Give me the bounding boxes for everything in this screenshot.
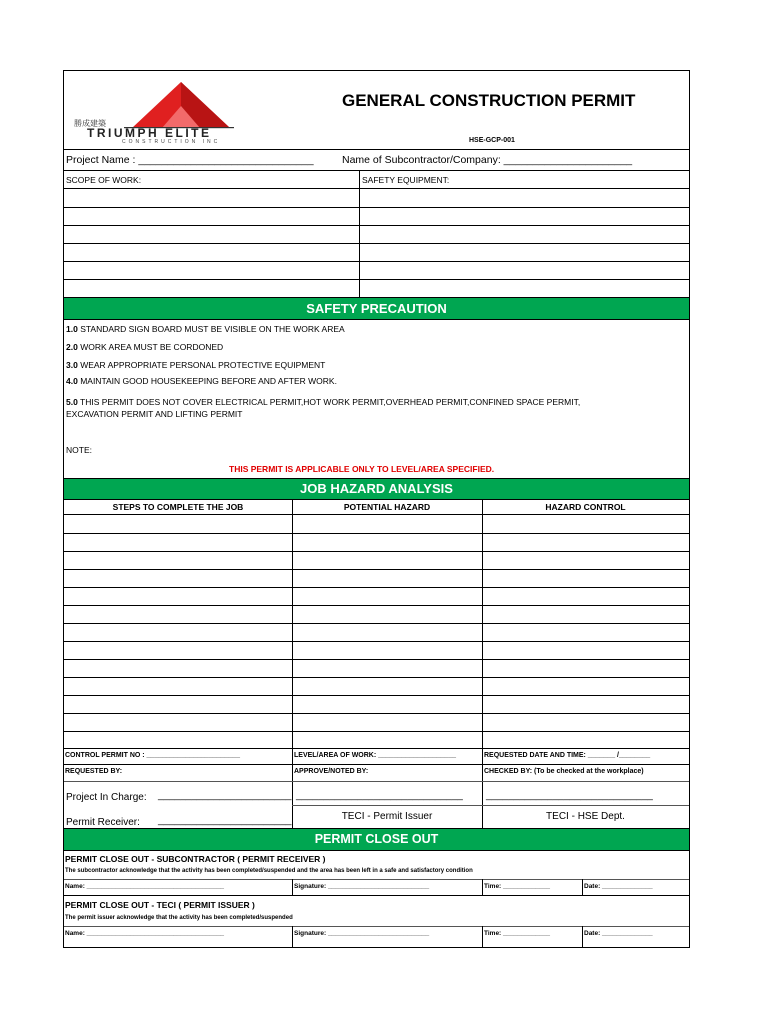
jha-column-control: HAZARD CONTROL [545,502,626,512]
permit-receiver-label: Permit Receiver: [66,817,140,828]
close-out-heading: PERMIT CLOSE OUT [64,829,689,850]
scope-of-work-label: SCOPE OF WORK: [66,175,142,185]
scope-row[interactable] [64,243,689,244]
precaution-item-1: 1.0 STANDARD SIGN BOARD MUST BE VISIBLE ON THE WORK AREA [66,324,345,334]
jha-row[interactable] [64,587,689,588]
checked-signature-field[interactable]: ______________________________ [486,790,653,801]
scope-row[interactable] [64,207,689,208]
permit-receiver-field[interactable]: ________________________ [158,815,292,826]
close-out-teci-text: The permit issuer acknowledge that the activity has been completed/suspended [65,915,293,921]
approve-signature-field[interactable]: ______________________________ [296,790,463,801]
jha-column-hazard: POTENTIAL HAZARD [343,502,431,512]
level-area-field[interactable]: LEVEL/AREA OF WORK: ____________________ [294,752,456,759]
jha-row[interactable] [64,551,689,552]
jha-row[interactable] [64,713,689,714]
teci-signature-field[interactable]: Signature: ____________________________ [294,930,430,937]
note-label: NOTE: [66,445,92,455]
teci-date-field[interactable]: Date: ______________ [584,930,653,937]
permit-form [63,70,690,948]
teci-name-field[interactable]: Name: ______________________________________ [65,930,225,937]
close-out-subcontractor-title: PERMIT CLOSE OUT - SUBCONTRACTOR ( PERMIT RECEIVER ) [65,854,326,864]
precaution-item-2: 2.0 WORK AREA MUST BE CORDONED [66,342,224,352]
safety-precaution-heading: SAFETY PRECAUTION [64,298,689,319]
teci-time-field[interactable]: Time: _____________ [484,930,551,937]
project-in-charge-field[interactable]: ________________________ [158,790,292,801]
jha-row[interactable] [64,659,689,660]
jha-row[interactable] [64,623,689,624]
precaution-item-5-line2: EXCAVATION PERMIT AND LIFTING PERMIT [66,409,243,419]
close-out-teci-title: PERMIT CLOSE OUT - TECI ( PERMIT ISSUER ) [65,900,255,910]
scope-row[interactable] [64,261,689,262]
teci-hse-label: TECI - HSE Dept. [546,811,625,822]
precaution-item-3: 3.0 WEAR APPROPRIATE PERSONAL PROTECTIVE EQUIPMENT [66,360,326,370]
logo-company-subtitle: CONSTRUCTION INC [122,139,221,145]
logo-company-name: TRIUMPH ELITE [87,126,212,140]
sub-name-field[interactable]: Name: ______________________________________ [65,883,225,890]
jha-row[interactable] [64,677,689,678]
subcontractor-field[interactable]: ______________________ [503,154,633,166]
jha-row[interactable] [64,533,689,534]
subcontractor-label: Name of Subcontractor/Company: ______________________ [342,154,633,166]
requested-date-field[interactable]: REQUESTED DATE AND TIME: _______ /________ [484,752,651,759]
sub-date-field[interactable]: Date: ______________ [584,883,653,890]
project-in-charge-label: Project In Charge: [66,792,147,803]
project-name-field[interactable]: ______________________________ [138,154,314,166]
jha-column-steps: STEPS TO COMPLETE THE JOB [112,502,244,512]
company-logo [74,76,289,144]
form-code: HSE-GCP-001 [469,137,515,144]
permit-warning: THIS PERMIT IS APPLICABLE ONLY TO LEVEL/AREA SPECIFIED. [229,464,495,474]
approved-by-label: APPROVE/NOTED BY: [294,768,369,775]
jha-row[interactable] [64,731,689,732]
sub-time-field[interactable]: Time: _____________ [484,883,551,890]
precaution-item-5: 5.0 THIS PERMIT DOES NOT COVER ELECTRICAL PERMIT,HOT WORK PERMIT,OVERHEAD PERMIT,CONFINED SPACE PERMIT, [66,397,581,407]
requested-by-label: REQUESTED BY: [65,768,123,775]
jha-heading: JOB HAZARD ANALYSIS [64,479,689,499]
control-permit-field[interactable]: CONTROL PERMIT NO : ________________________ [65,752,240,759]
precaution-item-4: 4.0 MAINTAIN GOOD HOUSEKEEPING BEFORE AND AFTER WORK. [66,376,337,386]
scope-row[interactable] [64,225,689,226]
jha-row[interactable] [64,641,689,642]
project-name-label: Project Name : ______________________________ [66,154,314,166]
jha-row[interactable] [64,569,689,570]
jha-row[interactable] [64,695,689,696]
logo-chinese-text: 勝成建築 [74,119,106,128]
jha-row[interactable] [64,605,689,606]
safety-equipment-label: SAFETY EQUIPMENT: [362,175,450,185]
page-title: GENERAL CONSTRUCTION PERMIT [342,91,636,110]
close-out-subcontractor-text: The subcontractor acknowledge that the activity has been completed/suspended and the area has been left in a safe and satisfactory condition [65,868,473,874]
scope-row[interactable] [64,279,689,280]
sub-signature-field[interactable]: Signature: ____________________________ [294,883,430,890]
teci-permit-issuer-label: TECI - Permit Issuer [341,811,433,822]
checked-by-label: CHECKED BY: (To be checked at the workplace) [484,768,644,775]
